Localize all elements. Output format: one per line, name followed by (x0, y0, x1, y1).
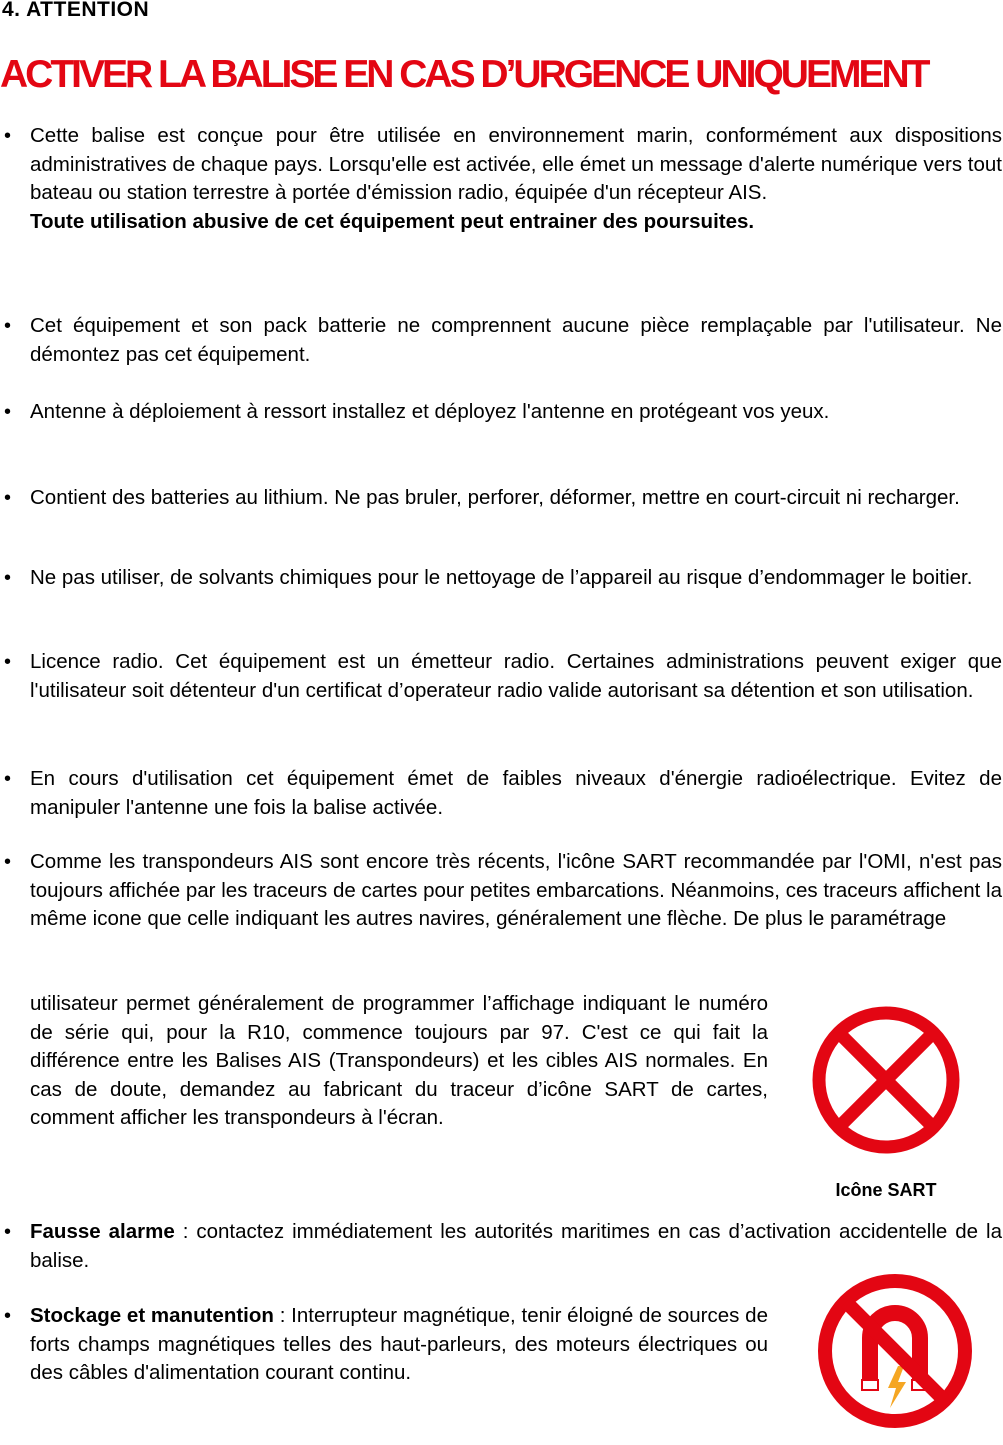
bullet: • (4, 315, 12, 337)
bullet: • (4, 851, 12, 873)
bullet: • (4, 401, 12, 423)
list-item (4, 398, 1002, 427)
bullet: • (4, 1305, 12, 1327)
list-item (4, 848, 1002, 934)
list-item (4, 312, 1002, 369)
bullet: • (4, 567, 12, 589)
item-label: Fausse alarme (30, 1220, 175, 1243)
sart-figure (806, 1000, 966, 1210)
section-heading: 4. ATTENTION (2, 0, 150, 21)
item-text-narrow: utilisateur permet généralement de programmer l’affichage indiquant le numéro de série qui, pour la R10, commence toujours par 97. C'est ce qui fait la différence entre les Balises AIS (Transpondeurs) et les cibles AIS normales. En cas de doute, demandez au fabricant du traceur d’icône SART de cartes, comment afficher les transpondeurs à l'écran. (30, 992, 768, 1129)
sart-icon (806, 1000, 966, 1160)
item-text: : contactez immédiatement les autorités maritimes en cas d’activation accidentelle de la balise. (30, 1220, 1002, 1272)
sart-caption: Icône SART (835, 1180, 937, 1200)
item-text: Antenne à déploiement à ressort installez et déployez l'antenne en protégeant vos yeux. (30, 400, 830, 423)
bullet: • (4, 651, 12, 673)
list-item (4, 648, 1002, 705)
list-item-continuation (30, 990, 768, 1133)
item-text: Cette balise est conçue pour être utilisée en environnement marin, conformément aux dispositions administratives de chaque pays. Lorsqu'elle est activée, elle émet un message d'alerte numérique vers tout bateau ou station terrestre à portée d'émission radio, équipée d'un récepteur AIS. (30, 124, 1002, 204)
list-item (4, 1302, 768, 1388)
item-text: Licence radio. Cet équipement est un émetteur radio. Certaines administrations peuvent exiger que l'utilisateur soit détenteur d'un certificat d’operateur radio valide autorisant sa détention et son utilisation. (30, 650, 1002, 702)
no-magnet-icon (812, 1268, 978, 1434)
bullet: • (4, 1221, 12, 1243)
list-item (4, 765, 1002, 822)
list-item (4, 1218, 1002, 1275)
item-text: Cet équipement et son pack batterie ne comprennent aucune pièce remplaçable par l'utilisateur. Ne démontez pas cet équipement. (30, 314, 1002, 366)
bullet: • (4, 125, 12, 147)
list-item (4, 484, 1002, 513)
item-text: Ne pas utiliser, de solvants chimiques pour le nettoyage de l’appareil au risque d’endommager le boitier. (30, 566, 973, 589)
list-item (4, 122, 1002, 236)
item-text: En cours d'utilisation cet équipement émet de faibles niveaux d'énergie radioélectrique. Evitez de manipuler l'antenne une fois la balise activée. (30, 767, 1002, 819)
list-item (4, 564, 1002, 593)
bullet: • (4, 768, 12, 790)
item-label: Stockage et manutention (30, 1304, 274, 1327)
warning-title: ACTIVER LA BALISE EN CAS D’URGENCE UNIQUEMENT (0, 53, 928, 96)
item-text-full: Comme les transpondeurs AIS sont encore très récents, l'icône SART recommandée par l'OMI, n'est pas toujours affichée par les traceurs de cartes pour petites embarcations. Néanmoins, ces traceurs affichent la même icone que celle indiquant les autres navires, généralement une flèche. De plus le paramétrage (30, 850, 1002, 930)
bullet: • (4, 487, 12, 509)
item-text: Contient des batteries au lithium. Ne pas bruler, perforer, déformer, mettre en court-circuit ni recharger. (30, 486, 960, 509)
item-text: : Interrupteur magnétique, tenir éloigné de sources de forts champs magnétiques telles des haut-parleurs, des moteurs électriques ou des câbles d'alimentation courant continu. (30, 1304, 768, 1384)
item-note: Toute utilisation abusive de cet équipement peut entrainer des poursuites. (30, 209, 755, 233)
magnet-figure (812, 1268, 978, 1438)
